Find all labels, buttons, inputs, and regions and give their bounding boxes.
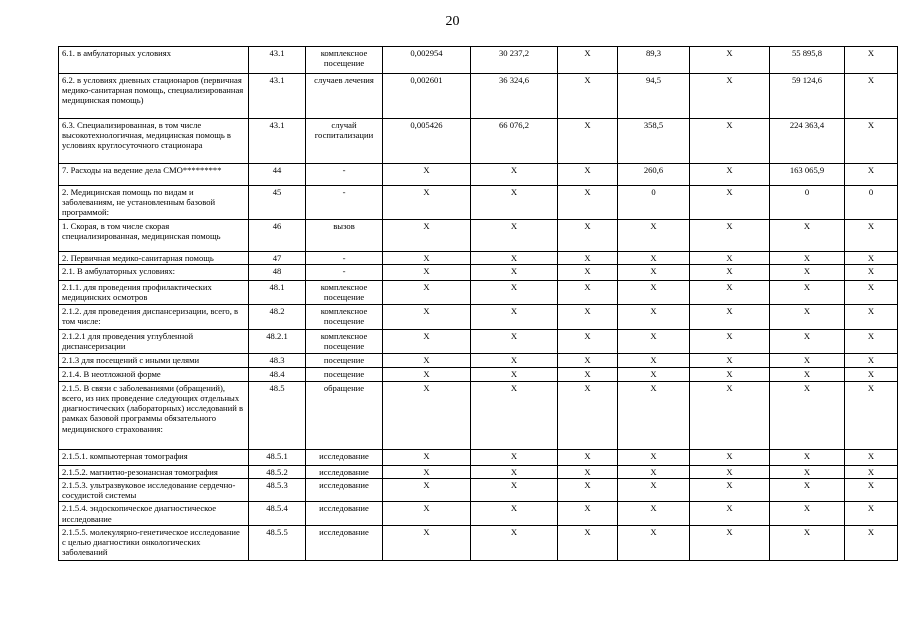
value-cell: X xyxy=(471,465,558,478)
value-cell: X xyxy=(471,525,558,560)
value-cell: X xyxy=(471,449,558,465)
value-cell: X xyxy=(690,449,770,465)
value-cell: X xyxy=(690,353,770,367)
row-code-cell: 48.5.2 xyxy=(249,465,306,478)
value-cell: X xyxy=(471,164,558,186)
row-name-cell: 2.1.5.1. компьютерная томография xyxy=(59,449,249,465)
row-name-cell: 2.1.2.1 для проведения углубленной диспансеризации xyxy=(59,329,249,353)
value-cell: X xyxy=(770,465,845,478)
row-name-cell: 6.1. в амбулаторных условиях xyxy=(59,47,249,74)
value-cell: X xyxy=(690,119,770,164)
table-row xyxy=(59,47,898,74)
row-name-cell: 2.1.3 для посещений с иными целями xyxy=(59,353,249,367)
table-row xyxy=(59,304,898,329)
value-cell: X xyxy=(618,264,690,280)
value-cell: X xyxy=(770,219,845,251)
value-cell: X xyxy=(845,251,898,264)
unit-cell: комплексное посещение xyxy=(306,280,383,304)
value-cell: X xyxy=(845,449,898,465)
value-cell: X xyxy=(471,264,558,280)
value-cell: X xyxy=(618,251,690,264)
unit-cell: комплексное посещение xyxy=(306,304,383,329)
value-cell: X xyxy=(690,74,770,119)
value-cell: X xyxy=(690,381,770,449)
value-cell: X xyxy=(618,304,690,329)
value-cell: X xyxy=(558,119,618,164)
value-cell: X xyxy=(845,304,898,329)
value-cell: X xyxy=(845,381,898,449)
value-cell: X xyxy=(618,280,690,304)
table-row xyxy=(59,164,898,186)
value-cell: X xyxy=(690,280,770,304)
unit-cell: вызов xyxy=(306,219,383,251)
value-cell: 89,3 xyxy=(618,47,690,74)
row-name-cell: 2.1.5. В связи с заболеваниями (обращений), всего, из них проведение следующих отдельных диагностических (лабораторных) исследований в рамках базовой программы обязательного медицинского страхования: xyxy=(59,381,249,449)
table-row xyxy=(59,329,898,353)
value-cell: X xyxy=(618,449,690,465)
value-cell: X xyxy=(845,502,898,525)
value-cell: X xyxy=(690,47,770,74)
value-cell: X xyxy=(690,304,770,329)
row-code-cell: 48.5.3 xyxy=(249,479,306,502)
value-cell: X xyxy=(383,280,471,304)
table-row xyxy=(59,119,898,164)
table-row xyxy=(59,502,898,525)
table-row xyxy=(59,74,898,119)
unit-cell: посещение xyxy=(306,367,383,381)
value-cell: X xyxy=(558,304,618,329)
value-cell: 59 124,6 xyxy=(770,74,845,119)
row-code-cell: 43.1 xyxy=(249,47,306,74)
page-number: 20 xyxy=(445,14,460,29)
value-cell: X xyxy=(690,367,770,381)
row-code-cell: 48.5 xyxy=(249,381,306,449)
value-cell: X xyxy=(770,381,845,449)
value-cell: X xyxy=(845,329,898,353)
value-cell: 163 065,9 xyxy=(770,164,845,186)
row-code-cell: 48.1 xyxy=(249,280,306,304)
row-name-cell: 2.1.2. для проведения диспансеризации, всего, в том числе: xyxy=(59,304,249,329)
value-cell: X xyxy=(471,479,558,502)
table-row xyxy=(59,367,898,381)
row-code-cell: 48.2.1 xyxy=(249,329,306,353)
unit-cell: исследование xyxy=(306,525,383,560)
value-cell: X xyxy=(845,479,898,502)
value-cell: X xyxy=(558,47,618,74)
value-cell: 0 xyxy=(770,186,845,220)
value-cell: X xyxy=(383,264,471,280)
value-cell: X xyxy=(845,264,898,280)
value-cell: X xyxy=(770,353,845,367)
value-cell: X xyxy=(471,304,558,329)
value-cell: X xyxy=(383,381,471,449)
value-cell: X xyxy=(558,449,618,465)
row-code-cell: 43.1 xyxy=(249,119,306,164)
financing-table xyxy=(58,46,898,561)
value-cell: X xyxy=(558,251,618,264)
value-cell: 358,5 xyxy=(618,119,690,164)
value-cell: X xyxy=(690,164,770,186)
value-cell: X xyxy=(383,186,471,220)
unit-cell: случай госпитализации xyxy=(306,119,383,164)
value-cell: X xyxy=(618,465,690,478)
value-cell: 0 xyxy=(845,186,898,220)
row-code-cell: 48.2 xyxy=(249,304,306,329)
value-cell: X xyxy=(690,465,770,478)
value-cell: X xyxy=(845,164,898,186)
row-code-cell: 48.4 xyxy=(249,367,306,381)
row-name-cell: 2. Первичная медико-санитарная помощь xyxy=(59,251,249,264)
row-code-cell: 47 xyxy=(249,251,306,264)
value-cell: X xyxy=(471,186,558,220)
value-cell: X xyxy=(770,502,845,525)
value-cell: X xyxy=(471,367,558,381)
row-name-cell: 2.1.4. В неотложной форме xyxy=(59,367,249,381)
row-name-cell: 2.1.5.4. эндоскопическое диагностическое исследование xyxy=(59,502,249,525)
value-cell: X xyxy=(383,465,471,478)
row-name-cell: 2.1.5.3. ультразвуковое исследование сердечно-сосудистой системы xyxy=(59,479,249,502)
value-cell: X xyxy=(558,381,618,449)
unit-cell: комплексное посещение xyxy=(306,329,383,353)
value-cell: 224 363,4 xyxy=(770,119,845,164)
value-cell: X xyxy=(558,329,618,353)
unit-cell: исследование xyxy=(306,449,383,465)
row-name-cell: 2.1. В амбулаторных условиях: xyxy=(59,264,249,280)
unit-cell: комплексное посещение xyxy=(306,47,383,74)
value-cell: X xyxy=(845,353,898,367)
value-cell: X xyxy=(770,251,845,264)
value-cell: X xyxy=(383,353,471,367)
value-cell: X xyxy=(690,251,770,264)
value-cell: X xyxy=(770,280,845,304)
value-cell: X xyxy=(845,367,898,381)
row-code-cell: 43.1 xyxy=(249,74,306,119)
value-cell: X xyxy=(383,502,471,525)
table-row xyxy=(59,449,898,465)
value-cell: X xyxy=(618,525,690,560)
value-cell: X xyxy=(770,304,845,329)
value-cell: X xyxy=(618,502,690,525)
value-cell: X xyxy=(770,329,845,353)
value-cell: X xyxy=(471,353,558,367)
value-cell: X xyxy=(770,525,845,560)
value-cell: 0,002601 xyxy=(383,74,471,119)
table-row xyxy=(59,186,898,220)
value-cell: 55 895,8 xyxy=(770,47,845,74)
value-cell: X xyxy=(690,479,770,502)
value-cell: X xyxy=(383,219,471,251)
value-cell: X xyxy=(383,449,471,465)
unit-cell: - xyxy=(306,186,383,220)
value-cell: 260,6 xyxy=(618,164,690,186)
unit-cell: обращение xyxy=(306,381,383,449)
unit-cell: - xyxy=(306,264,383,280)
value-cell: 36 324,6 xyxy=(471,74,558,119)
value-cell: X xyxy=(618,353,690,367)
value-cell: X xyxy=(471,329,558,353)
row-code-cell: 48.3 xyxy=(249,353,306,367)
value-cell: X xyxy=(845,74,898,119)
value-cell: X xyxy=(770,367,845,381)
value-cell: 0,002954 xyxy=(383,47,471,74)
value-cell: X xyxy=(383,479,471,502)
value-cell: X xyxy=(558,219,618,251)
value-cell: 66 076,2 xyxy=(471,119,558,164)
value-cell: X xyxy=(690,329,770,353)
value-cell: X xyxy=(690,525,770,560)
table-row xyxy=(59,525,898,560)
row-name-cell: 1. Скорая, в том числе скорая специализированная, медицинская помощь xyxy=(59,219,249,251)
table-row xyxy=(59,353,898,367)
value-cell: X xyxy=(383,304,471,329)
value-cell: X xyxy=(845,219,898,251)
value-cell: X xyxy=(690,219,770,251)
value-cell: X xyxy=(471,502,558,525)
row-code-cell: 45 xyxy=(249,186,306,220)
value-cell: X xyxy=(558,186,618,220)
value-cell: X xyxy=(558,264,618,280)
row-name-cell: 6.3. Специализированная, в том числе высокотехнологичная, медицинская помощь в условиях круглосуточного стационара xyxy=(59,119,249,164)
unit-cell: случаев лечения xyxy=(306,74,383,119)
value-cell: X xyxy=(845,465,898,478)
value-cell: X xyxy=(845,525,898,560)
value-cell: X xyxy=(383,367,471,381)
value-cell: 30 237,2 xyxy=(471,47,558,74)
row-name-cell: 2.1.5.2. магнитно-резонансная томография xyxy=(59,465,249,478)
row-code-cell: 46 xyxy=(249,219,306,251)
value-cell: X xyxy=(471,280,558,304)
value-cell: X xyxy=(558,164,618,186)
row-name-cell: 2.1.5.5. молекулярно-генетическое исследование с целью диагностики онкологических заболеваний xyxy=(59,525,249,560)
table-row xyxy=(59,381,898,449)
table-row xyxy=(59,479,898,502)
value-cell: X xyxy=(383,329,471,353)
value-cell: X xyxy=(558,525,618,560)
table-body xyxy=(59,47,898,561)
row-name-cell: 7. Расходы на ведение дела СМО********* xyxy=(59,164,249,186)
value-cell: X xyxy=(558,479,618,502)
value-cell: X xyxy=(471,219,558,251)
value-cell: X xyxy=(845,47,898,74)
value-cell: X xyxy=(558,74,618,119)
table-row xyxy=(59,280,898,304)
value-cell: X xyxy=(558,502,618,525)
value-cell: X xyxy=(770,264,845,280)
value-cell: X xyxy=(471,251,558,264)
row-code-cell: 48.5.5 xyxy=(249,525,306,560)
unit-cell: исследование xyxy=(306,479,383,502)
value-cell: X xyxy=(618,367,690,381)
row-name-cell: 2. Медицинская помощь по видам и заболеваниям, не установленным базовой программой: xyxy=(59,186,249,220)
table-row xyxy=(59,219,898,251)
row-name-cell: 2.1.1. для проведения профилактических медицинских осмотров xyxy=(59,280,249,304)
value-cell: X xyxy=(618,381,690,449)
table-row xyxy=(59,465,898,478)
value-cell: X xyxy=(618,479,690,502)
value-cell: 94,5 xyxy=(618,74,690,119)
value-cell: 0,005426 xyxy=(383,119,471,164)
value-cell: X xyxy=(770,479,845,502)
value-cell: X xyxy=(845,280,898,304)
row-name-cell: 6.2. в условиях дневных стационаров (первичная медико-санитарная помощь, специализированная медицинская помощь) xyxy=(59,74,249,119)
row-code-cell: 48 xyxy=(249,264,306,280)
value-cell: X xyxy=(558,280,618,304)
value-cell: X xyxy=(558,353,618,367)
value-cell: X xyxy=(690,186,770,220)
row-code-cell: 48.5.4 xyxy=(249,502,306,525)
value-cell: X xyxy=(618,219,690,251)
value-cell: X xyxy=(618,329,690,353)
value-cell: X xyxy=(845,119,898,164)
value-cell: X xyxy=(690,502,770,525)
unit-cell: - xyxy=(306,164,383,186)
value-cell: X xyxy=(471,381,558,449)
table-row xyxy=(59,251,898,264)
table-row xyxy=(59,264,898,280)
unit-cell: исследование xyxy=(306,465,383,478)
row-code-cell: 48.5.1 xyxy=(249,449,306,465)
value-cell: X xyxy=(558,465,618,478)
unit-cell: посещение xyxy=(306,353,383,367)
unit-cell: исследование xyxy=(306,502,383,525)
value-cell: 0 xyxy=(618,186,690,220)
value-cell: X xyxy=(383,525,471,560)
value-cell: X xyxy=(383,164,471,186)
value-cell: X xyxy=(770,449,845,465)
value-cell: X xyxy=(558,367,618,381)
unit-cell: - xyxy=(306,251,383,264)
row-code-cell: 44 xyxy=(249,164,306,186)
value-cell: X xyxy=(383,251,471,264)
value-cell: X xyxy=(690,264,770,280)
